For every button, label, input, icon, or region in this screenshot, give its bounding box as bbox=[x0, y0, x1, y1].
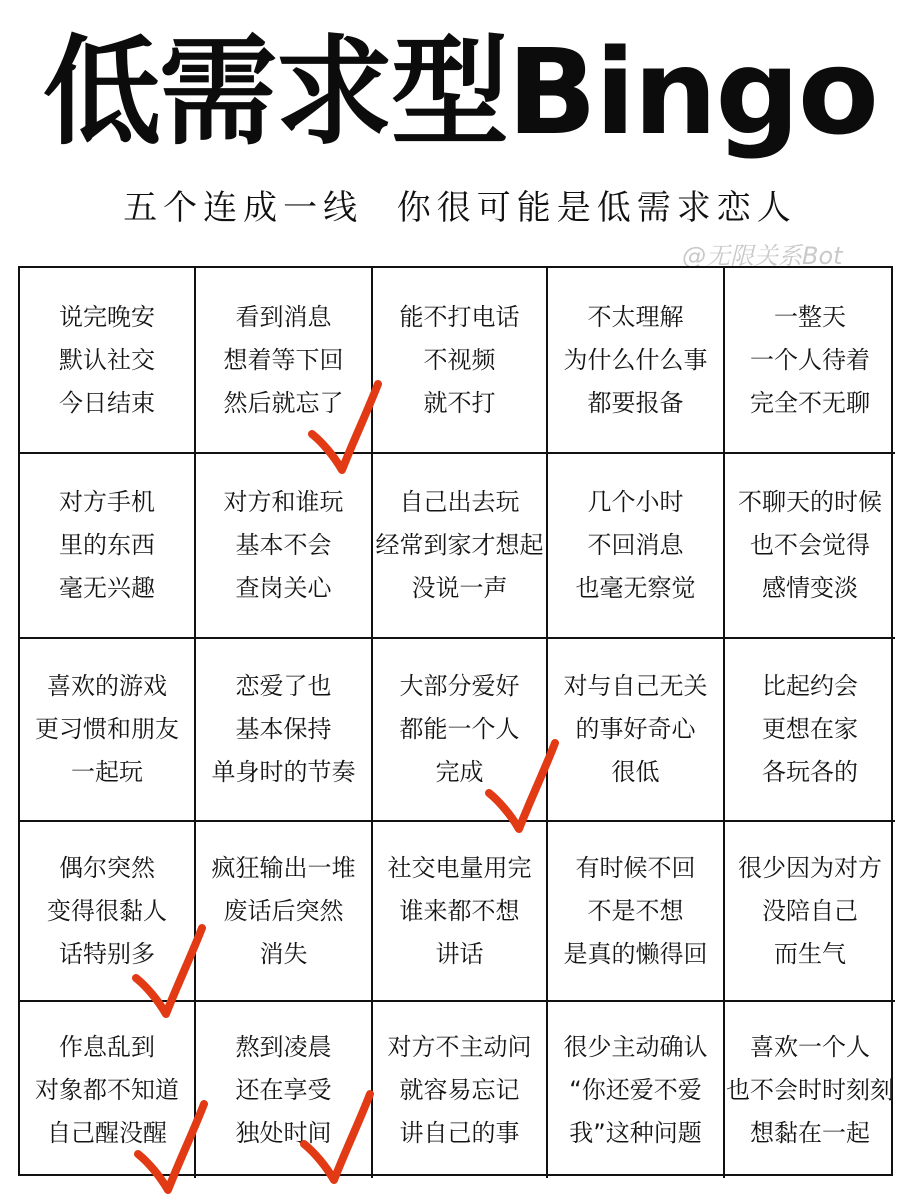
bingo-cell[interactable] bbox=[725, 268, 895, 454]
bingo-cell-line: 能不打电话 bbox=[399, 302, 520, 331]
bingo-cell[interactable] bbox=[20, 268, 196, 454]
bingo-cell-line: 对象都不知道 bbox=[35, 1075, 179, 1104]
bingo-cell-line: 讲自己的事 bbox=[399, 1118, 520, 1147]
bingo-cell-line: 很少因为对方 bbox=[738, 853, 882, 882]
bingo-cell[interactable] bbox=[196, 268, 373, 454]
bingo-cell[interactable] bbox=[196, 1002, 373, 1178]
bingo-cell-line: 没陪自己 bbox=[762, 896, 858, 925]
bingo-cell-line: 恋爱了也 bbox=[235, 672, 332, 700]
bingo-cell-line: 感情变淡 bbox=[762, 574, 858, 602]
bingo-cell-line: 更习惯和朋友 bbox=[35, 715, 179, 743]
bingo-cell[interactable] bbox=[373, 639, 548, 822]
bingo-cell[interactable] bbox=[373, 454, 548, 639]
bingo-cell-line: 不是不想 bbox=[587, 896, 684, 925]
bingo-cell-line: 想黏在一起 bbox=[750, 1118, 870, 1147]
bingo-cell[interactable] bbox=[373, 1002, 548, 1178]
bingo-cell-line: 大部分爱好 bbox=[399, 672, 520, 700]
bingo-cell-line: 熬到凌晨 bbox=[235, 1032, 332, 1061]
bingo-cell[interactable] bbox=[548, 1002, 725, 1178]
bingo-cell-line: 不太理解 bbox=[587, 302, 684, 331]
bingo-cell-line: 消失 bbox=[259, 939, 308, 968]
bingo-cell[interactable] bbox=[196, 454, 373, 639]
bingo-cell-line: 有时候不回 bbox=[575, 853, 696, 882]
bingo-cell-line: 完成 bbox=[435, 758, 484, 786]
bingo-cell-line: 更想在家 bbox=[762, 715, 858, 743]
bingo-cell-line: 很低 bbox=[611, 758, 660, 786]
bingo-cell-line: 也不会觉得 bbox=[750, 531, 870, 559]
bingo-cell-line: 我”这种问题 bbox=[569, 1118, 702, 1147]
bingo-cell-line: 今日结束 bbox=[59, 388, 155, 417]
bingo-cell-line: 一整天 bbox=[774, 302, 846, 331]
bingo-cell-line: 废话后突然 bbox=[223, 896, 344, 925]
bingo-cell-line: 对与自己无关 bbox=[563, 672, 708, 700]
bingo-cell-line: 一个人待着 bbox=[750, 345, 870, 374]
bingo-cell[interactable] bbox=[20, 639, 196, 822]
bingo-cell-line: 为什么什么事 bbox=[563, 345, 708, 374]
bingo-cell-line: 对方和谁玩 bbox=[223, 488, 344, 516]
bingo-cell-line: 话特别多 bbox=[59, 939, 155, 968]
bingo-cell-line: 作息乱到 bbox=[59, 1032, 155, 1061]
bingo-cell[interactable] bbox=[548, 639, 725, 822]
bingo-cell-line: 都能一个人 bbox=[399, 715, 520, 743]
bingo-cell-line: 还在享受 bbox=[235, 1075, 332, 1104]
bingo-cell-line: 看到消息 bbox=[235, 302, 332, 331]
watermark: @无限关系Bot bbox=[682, 242, 843, 270]
bingo-cell-line: 自己醒没醒 bbox=[47, 1118, 167, 1147]
bingo-cell[interactable] bbox=[725, 1002, 895, 1178]
bingo-cell[interactable] bbox=[373, 268, 548, 454]
bingo-cell-line: 毫无兴趣 bbox=[59, 574, 155, 602]
bingo-cell-line: 讲话 bbox=[435, 939, 484, 968]
bingo-cell-line: 也不会时时刻刻 bbox=[726, 1075, 894, 1104]
bingo-cell-line: 疯狂输出一堆 bbox=[211, 853, 356, 882]
bingo-cell-line: 而生气 bbox=[774, 939, 846, 968]
bingo-cell-line: 一起玩 bbox=[71, 758, 143, 786]
bingo-cell-line: 就不打 bbox=[423, 388, 496, 417]
bingo-cell-line: 各玩各的 bbox=[762, 758, 858, 786]
bingo-cell-line: 单身时的节奏 bbox=[211, 758, 356, 786]
bingo-cell[interactable] bbox=[725, 639, 895, 822]
bingo-cell-line: 查岗关心 bbox=[235, 574, 332, 602]
bingo-cell-line: 经常到家才想起 bbox=[375, 531, 544, 559]
bingo-cell-line: 基本不会 bbox=[235, 531, 332, 559]
bingo-cell-line: 喜欢一个人 bbox=[750, 1032, 870, 1061]
bingo-cell-line: 独处时间 bbox=[235, 1118, 332, 1147]
bingo-cell[interactable] bbox=[20, 454, 196, 639]
bingo-cell-line: 然后就忘了 bbox=[223, 388, 344, 417]
bingo-cell-line: 不视频 bbox=[423, 345, 496, 374]
bingo-cell-line: 喜欢的游戏 bbox=[47, 672, 167, 700]
bingo-cell-line: 几个小时 bbox=[587, 488, 684, 516]
bingo-cell-line: 的事好奇心 bbox=[575, 715, 696, 743]
bingo-cell-line: 不聊天的时候 bbox=[738, 488, 882, 516]
bingo-cell-line: 完全不无聊 bbox=[750, 388, 870, 417]
bingo-cell-line: 想着等下回 bbox=[223, 345, 344, 374]
bingo-grid bbox=[18, 266, 893, 1176]
bingo-cell-line: 默认社交 bbox=[59, 345, 155, 374]
bingo-cell-line: 里的东西 bbox=[59, 531, 155, 559]
bingo-cell-line: 没说一声 bbox=[411, 574, 508, 602]
bingo-cell[interactable] bbox=[196, 822, 373, 1002]
bingo-cell-line: 社交电量用完 bbox=[387, 853, 532, 882]
bingo-cell-line: 对方手机 bbox=[59, 488, 155, 516]
bingo-cell-line: 不回消息 bbox=[587, 531, 684, 559]
bingo-cell[interactable] bbox=[548, 822, 725, 1002]
bingo-cell[interactable] bbox=[196, 639, 373, 822]
bingo-cell-line: 变得很黏人 bbox=[47, 896, 167, 925]
page-subtitle: 五个连成一线 你很可能是低需求恋人 bbox=[123, 188, 797, 228]
bingo-cell[interactable] bbox=[20, 1002, 196, 1178]
bingo-cell-line: 就容易忘记 bbox=[399, 1075, 520, 1104]
bingo-cell-line: 也毫无察觉 bbox=[575, 574, 696, 602]
bingo-cell-line: 比起约会 bbox=[762, 672, 858, 700]
bingo-cell-line: “你还爱不爱 bbox=[569, 1075, 702, 1104]
bingo-cell[interactable] bbox=[373, 822, 548, 1002]
bingo-cell[interactable] bbox=[725, 454, 895, 639]
bingo-cell-line: 自己出去玩 bbox=[399, 488, 520, 516]
bingo-cell-line: 对方不主动问 bbox=[387, 1032, 532, 1061]
bingo-cell[interactable] bbox=[20, 822, 196, 1002]
bingo-cell-line: 是真的懒得回 bbox=[563, 939, 708, 968]
bingo-cell-line: 说完晚安 bbox=[59, 302, 155, 331]
bingo-cell-line: 谁来都不想 bbox=[399, 896, 520, 925]
bingo-cell-line: 很少主动确认 bbox=[563, 1032, 708, 1061]
bingo-cell-line: 都要报备 bbox=[587, 388, 684, 417]
page-title: 低需求型Bingo bbox=[43, 23, 877, 161]
bingo-cell-line: 偶尔突然 bbox=[59, 853, 155, 882]
bingo-cell-line: 基本保持 bbox=[235, 715, 332, 743]
bingo-cell[interactable] bbox=[725, 822, 895, 1002]
bingo-cell[interactable] bbox=[548, 454, 725, 639]
bingo-cell[interactable] bbox=[548, 268, 725, 454]
